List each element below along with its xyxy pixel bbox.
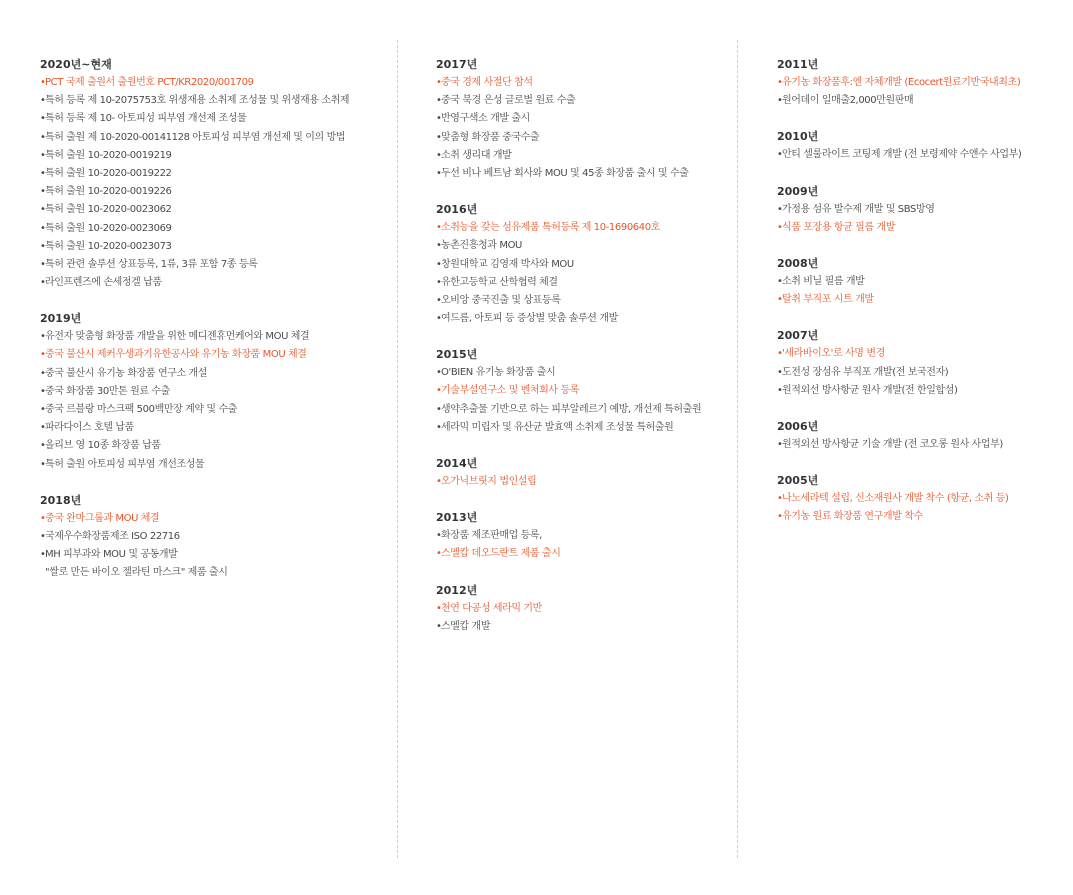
milestone-item: [40, 401, 390, 419]
bullet-icon: •: [40, 331, 46, 343]
milestone-item: [40, 183, 390, 201]
milestone-text: 세라믹 미립자 및 유산균 발효액 소취제 조성물 특허출원: [441, 421, 674, 433]
milestone-text: '세라바이오'로 사명 변경: [782, 348, 885, 360]
milestone-text: 맞춤형 화장품 중국수출: [441, 131, 540, 143]
bullet-icon: •: [777, 366, 783, 378]
milestone-item: [40, 528, 390, 546]
milestone-item: [40, 437, 390, 455]
bullet-icon: •: [40, 131, 46, 143]
bullet-icon: •: [436, 476, 442, 487]
milestone-item: [40, 274, 390, 292]
milestone-text: 창원대학교 김영재 박사와 MOU: [441, 258, 574, 270]
milestone-item-highlight: [40, 74, 390, 92]
milestone-item: [40, 456, 390, 474]
year-heading: 2008년: [777, 256, 819, 270]
milestone-item: [777, 273, 1067, 291]
milestone-text: 농촌진흥청과 MOU: [441, 240, 522, 252]
bullet-icon: •: [40, 167, 46, 179]
milestone-text: 소취 생리대 개발: [441, 149, 512, 161]
milestone-item-highlight: [777, 219, 1067, 237]
milestone-item: [777, 364, 1067, 382]
bullet-icon: •: [436, 385, 442, 397]
milestone-text: 중국 북경 은성 글로벌 원료 수출: [441, 95, 576, 107]
milestone-text: 소취능을 갖는 섬유제품 특허등록 제 10-1690640호: [441, 222, 660, 234]
bullet-icon: •: [777, 384, 783, 396]
bullet-icon: •: [40, 349, 46, 361]
milestone-item: [436, 618, 731, 636]
milestone-text: 오비앙 중국진출 및 상표등록: [441, 294, 561, 306]
year-block: [436, 582, 731, 636]
milestone-item: [777, 382, 1067, 400]
milestone-item-highlight: [436, 600, 731, 618]
milestone-item: [436, 237, 731, 255]
timeline-column-1: [40, 56, 390, 601]
milestone-item: [40, 220, 390, 238]
milestone-item-highlight: [777, 345, 1067, 363]
milestone-text: "쌀로 만든 바이오 젤라틴 마스크" 제품 출시: [45, 567, 228, 579]
milestone-text: 특허 출원 10-2020-0019219: [45, 149, 172, 161]
milestone-text: 특허 출원 아토피성 피부염 개선조성물: [45, 458, 205, 470]
milestone-text: 중국 불산시 유기농 화장품 연구소 개설: [45, 367, 208, 379]
year-block: [40, 56, 390, 292]
year-block: [777, 183, 1067, 237]
milestone-item-highlight: [436, 545, 731, 563]
bullet-icon: •: [777, 275, 783, 287]
milestone-text: 특허 출원 10-2020-0019226: [45, 186, 172, 198]
year-heading: 2014년: [436, 457, 478, 470]
milestone-item-highlight: [777, 508, 1067, 526]
bullet-icon: •: [777, 438, 783, 450]
milestone-text: 파라다이스 호텔 납품: [45, 422, 134, 434]
bullet-icon: •: [777, 221, 783, 233]
bullet-icon: •: [40, 186, 46, 198]
milestone-text: 반영구색소 개발 출시: [441, 113, 530, 125]
bullet-icon: •: [436, 149, 442, 161]
milestone-list: [777, 345, 1067, 400]
milestone-text: 소취 비닐 필름 개발: [782, 275, 865, 287]
milestone-text: 국제우수화장품제조 ISO 22716: [45, 530, 180, 542]
bullet-icon: •: [436, 367, 442, 379]
milestone-item: [40, 256, 390, 274]
year-heading: 2017년: [436, 58, 478, 71]
milestone-text: 원어데이 일매출2,000만원판매: [782, 95, 914, 107]
milestone-item: [777, 146, 1067, 164]
timeline-column-2: [436, 56, 731, 654]
milestone-item: [436, 419, 731, 437]
bullet-icon: •: [436, 313, 442, 325]
year-heading: 2016년: [436, 203, 478, 217]
bullet-icon: •: [40, 458, 46, 470]
milestone-text: 가정용 섬유 발수제 개발 및 SBS방영: [782, 203, 935, 215]
milestone-text: 오가닉브릿지 법인설립: [441, 476, 537, 487]
milestone-text: 화장품 제조판매업 등록,: [441, 530, 542, 542]
milestone-list: [777, 146, 1067, 164]
timeline-column-3: [777, 56, 1067, 544]
milestone-text: 특허 출원 10-2020-0019222: [45, 167, 172, 179]
bullet-icon: •: [777, 294, 783, 306]
milestone-item: [436, 401, 731, 419]
milestone-item-highlight: [40, 346, 390, 364]
milestone-list: [40, 328, 390, 474]
milestone-text: 여드름, 아토피 등 증상별 맞춤 솔루션 개발: [441, 313, 618, 325]
milestone-list: [40, 74, 390, 292]
year-heading: 2009년: [777, 184, 819, 198]
bullet-icon: •: [436, 222, 442, 234]
year-heading: 2011년: [777, 58, 819, 71]
milestone-item: [436, 129, 731, 147]
year-heading: 2018년: [40, 493, 82, 507]
bullet-icon: •: [40, 277, 46, 289]
milestone-text: 중국 화장품 30만톤 원료 수출: [45, 385, 170, 397]
bullet-icon: •: [40, 204, 46, 216]
bullet-icon: •: [40, 367, 46, 379]
bullet-icon: •: [40, 95, 46, 107]
milestone-item: [40, 365, 390, 383]
milestone-item: [40, 147, 390, 165]
milestone-text: 유한고등학교 산학협력 체결: [441, 276, 558, 288]
milestone-text: 중국 불산시 제커우생과기유한공사와 유기농 화장품 MOU 체결: [45, 349, 307, 361]
bullet-icon: •: [436, 421, 442, 433]
bullet-icon: •: [436, 240, 442, 252]
milestone-list: [436, 219, 731, 328]
bullet-icon: •: [40, 549, 46, 561]
year-heading: 2007년: [777, 329, 819, 343]
milestone-list: [436, 364, 731, 437]
milestone-item: [40, 383, 390, 401]
bullet-icon: •: [436, 95, 442, 107]
milestone-item: [40, 328, 390, 346]
milestone-item-highlight: [40, 510, 390, 528]
bullet-icon: •: [436, 131, 442, 143]
milestone-text: 올리브 영 10종 화장품 납품: [45, 440, 161, 452]
bullet-icon: •: [436, 294, 442, 306]
milestone-list: [777, 74, 1067, 110]
bullet-icon: •: [40, 385, 46, 397]
bullet-icon: •: [40, 258, 46, 270]
milestone-text: MH 피부과와 MOU 및 공동개발: [45, 549, 178, 561]
milestone-item: [40, 129, 390, 147]
bullet-icon: •: [40, 77, 46, 88]
milestone-text: 중국 르블랑 마스크팩 500백만장 계약 및 수출: [45, 404, 237, 415]
milestone-text: 유기농 화장품후:엔 자체개발 (Ecocert원료기반국내최초): [782, 77, 1021, 88]
year-block: [436, 346, 731, 437]
milestone-list: [436, 527, 731, 563]
milestone-text: 탈취 부직포 시트 개발: [782, 294, 874, 306]
milestone-item: [436, 527, 731, 545]
milestone-text: 특허 출원 제 10-2020-00141128 아토피성 피부염 개선제 및 이의 방법: [45, 131, 346, 143]
bullet-icon: •: [436, 167, 442, 179]
year-heading: 2005년: [777, 474, 819, 488]
bullet-icon: •: [40, 404, 46, 415]
milestone-list: [436, 600, 731, 636]
bullet-icon: •: [40, 240, 46, 252]
milestone-text: 스멜캅 데오드란트 제품 출시: [441, 548, 561, 560]
milestone-text: 생약추출물 기반으로 하는 피부알레르기 예방, 개선제 특허출원: [441, 403, 702, 415]
bullet-icon: •: [777, 348, 783, 360]
milestone-item: [777, 201, 1067, 219]
milestone-text: 유전자 맞춤형 화장품 개발을 위한 메디젠휴먼케어와 MOU 체결: [45, 331, 310, 343]
bullet-icon: •: [777, 149, 783, 161]
milestone-item-highlight: [436, 382, 731, 400]
milestone-text: 특허 등록 제 10-2075753호 위생재용 소취제 조성물 및 위생재용 소취제: [45, 95, 350, 107]
milestone-item: [436, 292, 731, 310]
milestone-item: [40, 419, 390, 437]
milestone-text: 나노세라텍 설립, 신소재원사 개발 착수 (항균, 소취 등): [782, 493, 1009, 505]
year-heading: 2019년: [40, 312, 82, 326]
year-heading: 2012년: [436, 583, 478, 597]
milestone-text: 스멜캅 개발: [441, 620, 491, 632]
column-divider: [737, 40, 738, 858]
milestone-text: 특허 관련 솔루션 상표등록, 1류, 3류 포함 7종 등록: [45, 258, 258, 270]
milestone-text: 라인프렌즈에 손세정겔 납품: [45, 277, 162, 289]
milestone-item: [40, 546, 390, 564]
bullet-icon: •: [40, 530, 46, 542]
milestone-item: [40, 165, 390, 183]
bullet-icon: •: [777, 511, 783, 523]
milestone-list: [436, 74, 731, 183]
milestone-item: [777, 436, 1067, 454]
milestone-item: [436, 274, 731, 292]
milestone-item-highlight: [436, 74, 731, 92]
bullet-icon: •: [436, 276, 442, 288]
milestone-text: 특허 출원 10-2020-0023073: [45, 240, 172, 252]
year-block: [777, 472, 1067, 526]
milestone-item: [436, 165, 731, 183]
milestone-list: [777, 490, 1067, 526]
milestone-item: [436, 92, 731, 110]
bullet-icon: •: [777, 95, 783, 107]
bullet-icon: •: [40, 222, 46, 234]
bullet-icon: •: [777, 77, 783, 88]
bullet-icon: •: [777, 203, 783, 215]
bullet-icon: •: [436, 403, 442, 415]
bullet-icon: •: [436, 113, 442, 125]
milestone-item: [436, 310, 731, 328]
milestone-text: 특허 출원 10-2020-0023062: [45, 204, 172, 216]
milestone-text: 기술부설연구소 및 벤처회사 등록: [441, 385, 579, 397]
milestone-list: [40, 510, 390, 583]
milestone-text: 특허 출원 10-2020-0023069: [45, 222, 172, 234]
year-heading: 2006년: [777, 419, 819, 433]
milestone-text: 원적외선 방사항균 기술 개발 (전 코오롱 원사 사업부): [782, 438, 1003, 450]
milestone-text: 원적외선 방사항균 원사 개발(전 한일합섬): [782, 384, 958, 396]
milestone-text: 특허 등록 제 10- 아토피성 피부염 개선제 조성물: [45, 113, 247, 125]
milestone-list: [777, 273, 1067, 309]
milestone-item: [40, 110, 390, 128]
milestone-text: 천연 다공성 세라믹 기반: [441, 602, 542, 614]
milestone-item: [436, 147, 731, 165]
year-block: [777, 418, 1067, 454]
milestone-item: [40, 92, 390, 110]
milestone-item-highlight: [436, 473, 731, 491]
milestone-item-highlight: [777, 74, 1067, 92]
year-block: [777, 255, 1067, 309]
column-divider: [397, 40, 398, 858]
year-block: [436, 509, 731, 563]
milestone-item: [436, 256, 731, 274]
year-block: [777, 56, 1067, 110]
bullet-icon: •: [436, 548, 442, 560]
milestone-item: [40, 564, 390, 582]
year-block: [436, 455, 731, 491]
bullet-icon: •: [40, 149, 46, 161]
year-block: [436, 201, 731, 328]
bullet-icon: •: [436, 602, 442, 614]
milestone-text: 두선 비나 베트남 회사와 MOU 및 45종 화장품 출시 및 수출: [441, 167, 689, 179]
milestone-item: [40, 238, 390, 256]
year-heading: 2020년~현재: [40, 58, 112, 71]
year-heading: 2015년: [436, 348, 478, 362]
year-block: [436, 56, 731, 183]
milestone-text: 도전성 장섬유 부직포 개발(전 보국전자): [782, 366, 949, 378]
milestone-list: [777, 436, 1067, 454]
milestone-list: [777, 201, 1067, 237]
bullet-icon: •: [40, 422, 46, 434]
year-block: [777, 128, 1067, 164]
milestone-text: PCT 국제 출원서 출원번호 PCT/KR2020/001709: [45, 77, 254, 88]
milestone-item-highlight: [777, 490, 1067, 508]
year-block: [777, 327, 1067, 400]
milestone-text: 중국 경제 사절단 참석: [441, 77, 533, 88]
year-heading: 2013년: [436, 511, 478, 525]
bullet-icon: •: [436, 77, 442, 88]
milestone-text: 중국 완마그룹과 MOU 체결: [45, 512, 160, 524]
milestone-text: 안티 셀룰라이트 코팅제 개발 (전 보령제약 수앤수 사업부): [782, 149, 1022, 161]
milestone-item: [40, 201, 390, 219]
year-block: [40, 310, 390, 474]
bullet-icon: •: [436, 620, 442, 632]
bullet-icon: •: [436, 530, 442, 542]
milestone-text: 유기농 원료 화장품 연구개발 착수: [782, 511, 923, 523]
bullet-icon: •: [40, 440, 46, 452]
year-heading: 2010년: [777, 130, 819, 144]
bullet-icon: •: [777, 493, 783, 505]
year-block: [40, 492, 390, 583]
milestone-item: [777, 92, 1067, 110]
milestone-item-highlight: [777, 291, 1067, 309]
milestone-item: [436, 364, 731, 382]
bullet-icon: •: [436, 258, 442, 270]
milestone-item: [436, 110, 731, 128]
milestone-text: 식품 포장용 항균 필름 개발: [782, 221, 895, 233]
milestone-text: O'BIEN 유기농 화장품 출시: [441, 367, 556, 379]
bullet-icon: •: [40, 113, 46, 125]
milestone-list: [436, 473, 731, 491]
bullet-icon: •: [40, 512, 46, 524]
milestone-item-highlight: [436, 219, 731, 237]
